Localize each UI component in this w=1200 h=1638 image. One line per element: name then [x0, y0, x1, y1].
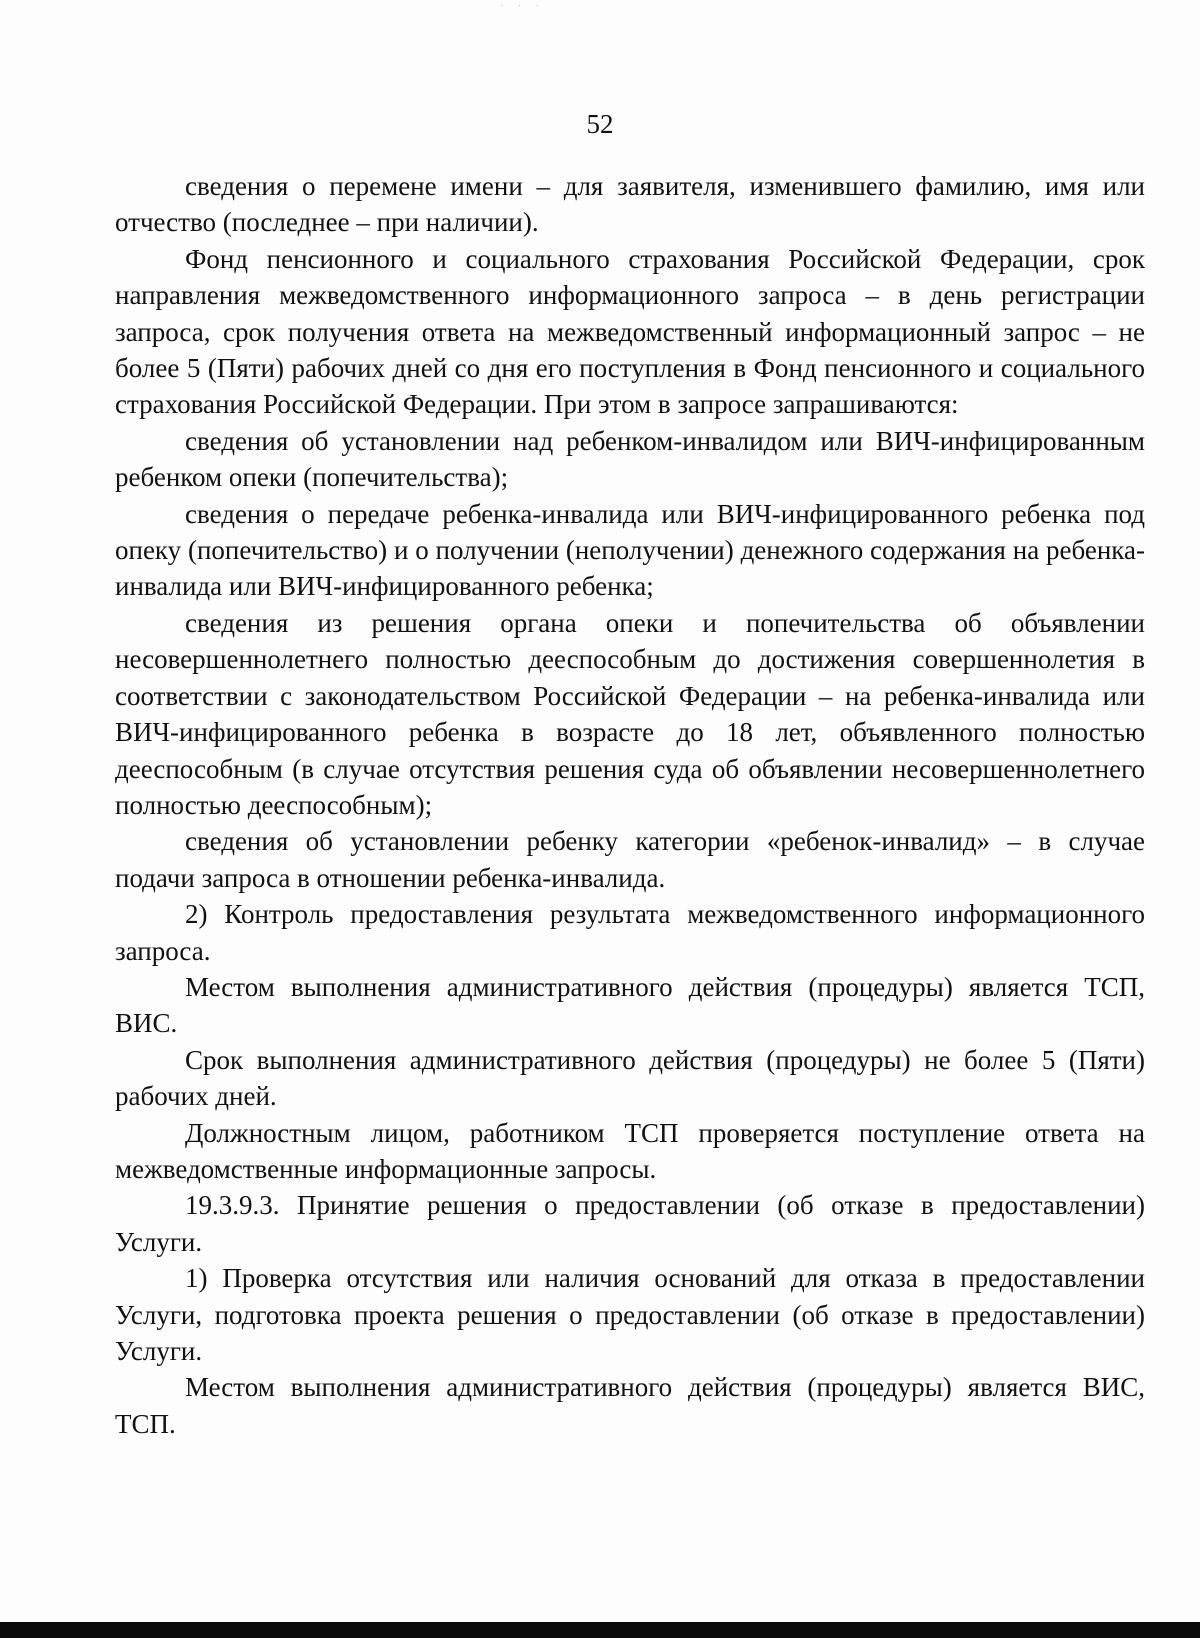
- document-body: [115, 168, 1145, 1442]
- paragraph-section-19-3-9-3: 19.3.9.3. Принятие решения о предоставлении (об отказе в предоставлении) Услуги.: [115, 1190, 1145, 1257]
- paragraph-execution-term: Срок выполнения административного действия (процедуры) не более 5 (Пяти) рабочих дней.: [115, 1044, 1145, 1112]
- paragraph-guardianship-info: сведения об установлении над ребенком-инвалидом или ВИЧ-инфицированным ребенком опеки (попечительства);: [115, 425, 1145, 493]
- scan-bottom-edge: [0, 1622, 1200, 1638]
- paragraph-name-change: сведения о перемене имени – для заявителя, изменившего фамилию, имя или отчество (последнее – при наличии).: [115, 171, 1145, 238]
- paragraph-custody-transfer-info: сведения о передаче ребенка-инвалида или ВИЧ-инфицированного ребенка под опеку (попечительство) и о получении (неполучении) денежного содержания на ребенка-инвалида или ВИЧ-инфицированного ребенка;: [115, 498, 1145, 602]
- paragraph-control-step: 2) Контроль предоставления результата межведомственного информационного запроса.: [115, 899, 1145, 966]
- paragraph-pension-fund-request: Фонд пенсионного и социального страхования Российской Федерации, срок направления межведомственного информационного запроса – в день регистрации запроса, срок получения ответа на межведомственный информационный запрос – не более 5 (Пяти) рабочих дней со дня его поступления в Фонд пенсионного и социального страхования Российской Федерации. При этом в запросе запрашиваются:: [115, 243, 1145, 420]
- paragraph-official-check: Должностным лицом, работником ТСП проверяется поступление ответа на межведомственные информационные запросы.: [115, 1117, 1145, 1184]
- paragraph-disability-category-info: сведения об установлении ребенку категории «ребенок-инвалид» – в случае подачи запроса в отношении ребенка-инвалида.: [115, 826, 1145, 893]
- paragraph-grounds-check: 1) Проверка отсутствия или наличия оснований для отказа в предоставлении Услуги, подготовка проекта решения о предоставлении (об отказе в предоставлении) Услуги.: [115, 1263, 1145, 1366]
- page-number: 52: [586, 109, 614, 139]
- paragraph-place-of-execution-1: Местом выполнения административного действия (процедуры) является ТСП, ВИС.: [115, 971, 1145, 1039]
- scan-artifact: · · ·: [500, 1, 545, 12]
- paragraph-emancipation-info: сведения из решения органа опеки и попечительства об объявлении несовершеннолетнего полностью дееспособным до достижения совершеннолетия в соответствии с законодательством Российской Федерации – на ребенка-инвалида или ВИЧ-инфицированного ребенка в возрасте до 18 лет, объявленного полностью дееспособным (в случае отсутствия решения суда об объявлении несовершеннолетнего полностью дееспособным);: [115, 607, 1145, 820]
- paragraph-place-of-execution-2: Местом выполнения административного действия (процедуры) является ВИС, ТСП.: [115, 1372, 1145, 1439]
